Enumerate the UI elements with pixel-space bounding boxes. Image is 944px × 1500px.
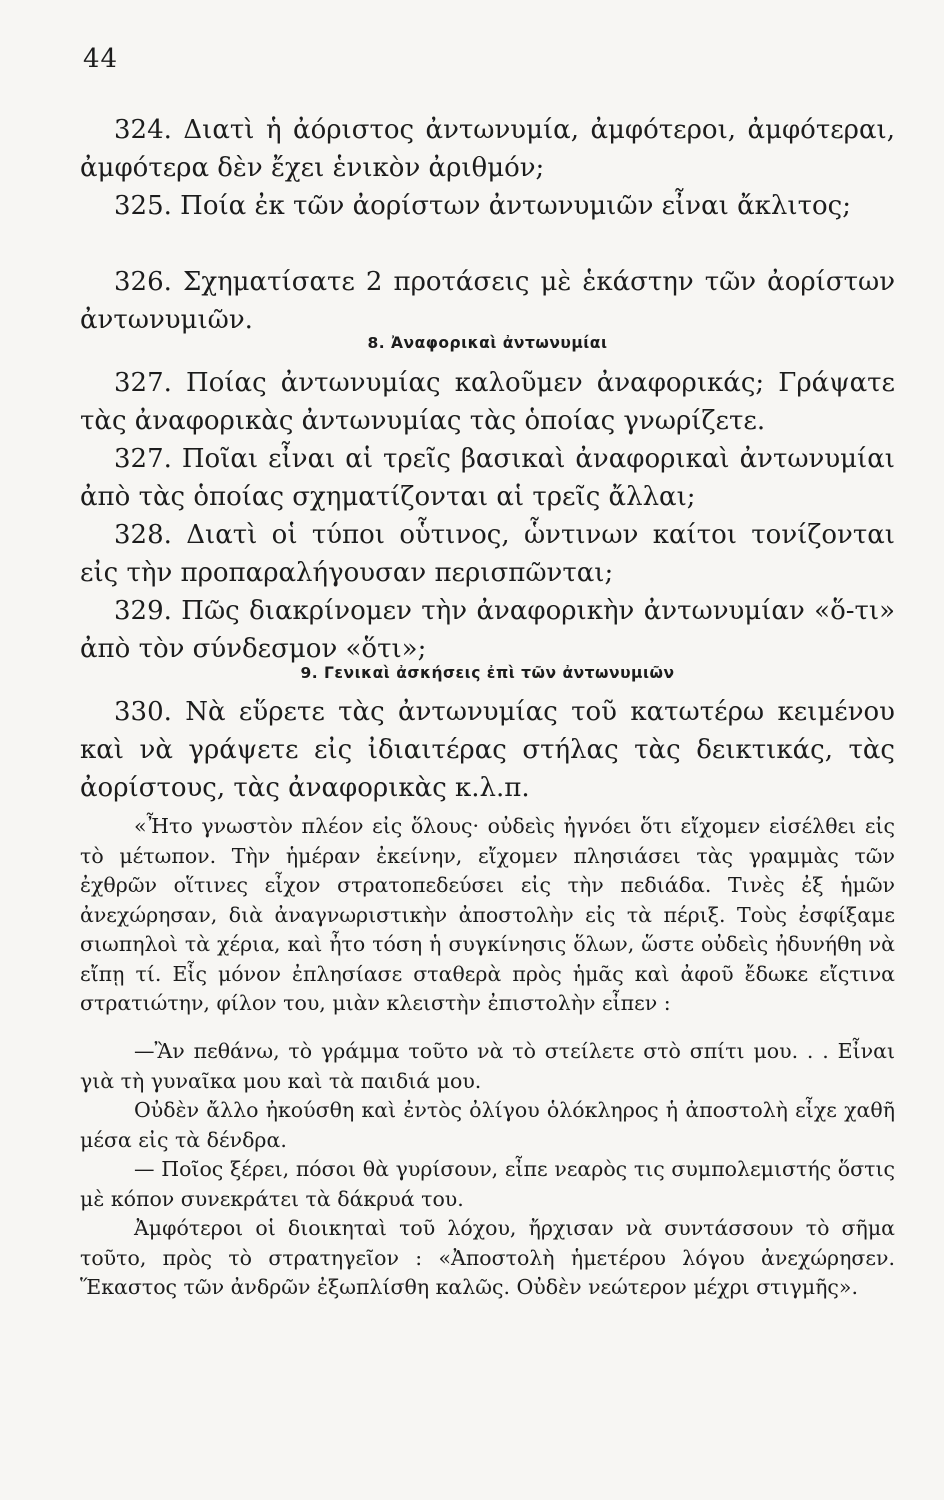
passage-paragraph-3: Οὐδὲν ἄλλο ἠκούσθη καὶ ἐντὸς ὀλίγου ὁλόκληρος ἡ ἀποστολὴ εἶχε χαθῆ μέσα εἰς τὰ δένδρα. <box>80 1098 895 1152</box>
passage-paragraph-5: Ἀμφότεροι οἱ διοικηταὶ τοῦ λόχου, ἤρχισαν νὰ συντάσσουν τὸ σῆμα τοῦτο, πρὸς τὸ στρατηγεῖον : «Ἀποστολὴ ἡμετέρου λόγου ἀνεχώρησεν. Ἕκαστος τῶν ἀνδρῶν ἐξωπλίσθη καλῶς. Οὐδὲν νεώτερον μέχρι στιγμῆς». <box>80 1216 895 1299</box>
passage-paragraph-1: «Ἦτο γνωστὸν πλέον εἰς ὅλους· οὐδεὶς ἠγνόει ὅτι εἴχομεν εἰσέλθει εἰς τὸ μέτωπον. Τὴν ἡμέραν ἐκείνην, εἴχομεν πλησιάσει τὰς γραμμὰς τῶν ἐχθρῶν οἵτινες εἶχον στρατοπεδεύσει εἰς τὴν πεδιάδα. Τινὲς ἐξ ἡμῶν ἀνεχώρησαν, διὰ ἀναγνωριστικὴν ἀποστολὴν εἰς τὰ πέριξ. Τοὺς ἐσφίξαμε σιωπηλοὶ τὰ χέρια, καὶ ἦτο τόση ἡ συγκίνησις ὅλων, ὥστε οὐδεὶς ἠδυνήθη νὰ εἴπῃ τί. Εἷς μόνον ἐπλησίασε σταθερὰ πρὸς ἡμᾶς καὶ ἀφοῦ ἔδωκε εἴςτινα στρατιώτην, φίλον του, μιὰν κλειστὴν ἐπιστολὴν εἶπεν : <box>80 814 895 1015</box>
section-heading-8: 8. Ἀναφορικαὶ ἀντωνυμίαι <box>367 334 608 352</box>
question-327a: 327. Ποίας ἀντωνυμίας καλοῦμεν ἀναφορικάς; Γράψατε τὰς ἀναφορικὰς ἀντωνυμίας τὰς ὁποίας γνωρίζετε. <box>80 368 895 436</box>
section-heading-9: 9. Γενικαὶ ἀσκήσεις ἐπὶ τῶν ἀντωνυμιῶν <box>300 664 675 682</box>
passage-paragraph-4: — Ποῖος ξέρει, πόσοι θὰ γυρίσουν, εἶπε νεαρὸς τις συμπολεμιστής ὅστις μὲ κόπον συνεκράτει τὰ δάκρυά του. <box>80 1157 895 1211</box>
question-328: 328. Διατὶ οἱ τύποι οὗτινος, ὧντινων καίτοι τονίζονται εἰς τὴν προπαραλήγουσαν περισπῶνται; <box>80 520 895 588</box>
question-330: 330. Νὰ εὕρετε τὰς ἀντωνυμίας τοῦ κατωτέρω κειμένου καὶ νὰ γράψετε εἰς ἰδιαιτέρας στήλας τὰς δεικτικάς, τὰς ἀορίστους, τὰς ἀναφορικὰς κ.λ.π. <box>80 697 895 803</box>
question-329: 329. Πῶς διακρίνομεν τὴν ἀναφορικὴν ἀντωνυμίαν «ὅ-τι» ἀπὸ τὸν σύνδεσμον «ὅτι»; <box>80 596 895 664</box>
page-number: 44 <box>83 44 119 74</box>
question-325: 325. Ποία ἐκ τῶν ἀορίστων ἀντωνυμιῶν εἶναι ἄκλιτος; <box>114 191 851 221</box>
question-326: 326. Σχηματίσατε 2 προτάσεις μὲ ἑκάστην τῶν ἀορίστων ἀντωνυμιῶν. <box>80 267 895 335</box>
passage-paragraph-2: —Ἂν πεθάνω, τὸ γράμμα τοῦτο νὰ τὸ στείλετε στὸ σπίτι μου. . . Εἶναι γιὰ τὴ γυναῖκα μου καὶ τὰ παιδιά μου. <box>80 1039 895 1093</box>
question-327b: 327. Ποῖαι εἶναι αἱ τρεῖς βασικαὶ ἀναφορικαὶ ἀντωνυμίαι ἀπὸ τὰς ὁποίας σχηματίζονται αἱ τρεῖς ἄλλαι; <box>80 444 895 512</box>
question-324: 324. Διατὶ ἡ ἀόριστος ἀντωνυμία, ἀμφότεροι, ἀμφότεραι, ἀμφότερα δὲν ἔχει ἑνικὸν ἀριθμόν; <box>80 115 895 183</box>
